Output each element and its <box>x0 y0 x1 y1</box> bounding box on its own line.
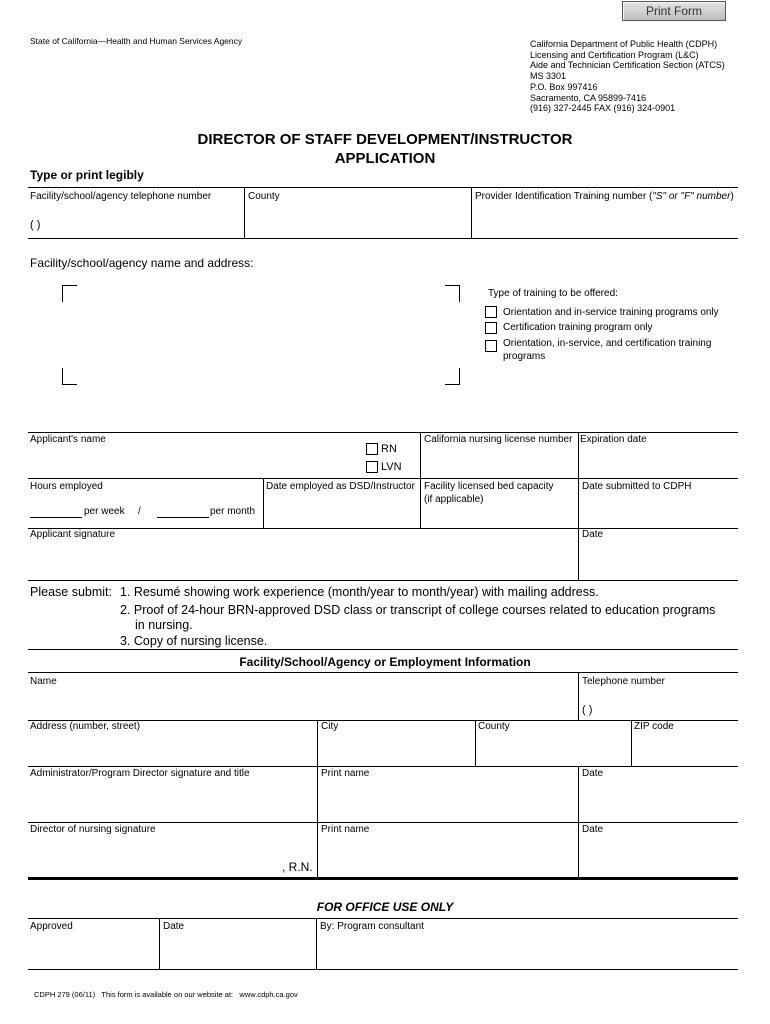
admin-print-name-label: Print name <box>321 768 370 779</box>
submit-item: in nursing. <box>135 618 193 632</box>
training-option-label: Certification training program only <box>503 322 653 333</box>
date-submitted-field[interactable] <box>580 494 736 526</box>
don-date-field[interactable] <box>580 838 736 874</box>
office-use-heading: FOR OFFICE USE ONLY <box>316 900 454 914</box>
training-option-label: Orientation and in-service training programs only <box>503 307 719 318</box>
license-number-field[interactable] <box>423 448 576 476</box>
zip-code-field[interactable] <box>634 735 736 764</box>
corner-mark <box>62 285 77 302</box>
applicant-name-field[interactable] <box>30 448 360 476</box>
slash-separator: / <box>138 506 141 517</box>
training-certification-checkbox[interactable] <box>485 322 497 334</box>
bed-capacity-label: Facility licensed bed capacity <box>424 481 554 492</box>
signature-date-field[interactable] <box>580 543 736 578</box>
divider <box>631 720 632 766</box>
employer-name-label: Name <box>30 676 57 687</box>
address-line: MS 3301 <box>530 71 567 82</box>
divider <box>28 822 738 823</box>
divider <box>316 918 317 969</box>
instructions: Type or print legibly <box>30 168 144 182</box>
training-orientation-checkbox[interactable] <box>485 306 497 318</box>
divider <box>28 877 738 880</box>
divider <box>28 649 738 650</box>
don-signature-label: Director of nursing signature <box>30 824 156 835</box>
training-option-label: programs <box>503 351 546 362</box>
divider <box>578 672 579 720</box>
address-line: Sacramento, CA 95899-7416 <box>530 92 647 103</box>
program-consultant-field[interactable] <box>320 935 736 967</box>
telephone-field[interactable]: ( ) <box>582 704 593 716</box>
divider <box>28 187 738 188</box>
mailing-address <box>530 39 725 114</box>
applicant-name-label: Applicant's name <box>30 434 106 445</box>
hours-per-month-field[interactable] <box>157 517 209 518</box>
divider <box>28 238 738 239</box>
divider <box>28 766 738 767</box>
admin-signature-field[interactable] <box>30 782 315 820</box>
divider <box>28 432 738 433</box>
program-consultant-label: By: Program consultant <box>320 921 424 932</box>
per-week-label: per week <box>84 506 125 517</box>
address-field[interactable] <box>30 735 315 764</box>
employer-name-field[interactable] <box>30 690 575 718</box>
divider <box>475 720 476 766</box>
facility-address-field[interactable] <box>62 284 460 386</box>
submit-item: 3. Copy of nursing license. <box>120 634 268 648</box>
office-date-field[interactable] <box>162 935 314 967</box>
don-print-name-label: Print name <box>321 824 370 835</box>
per-month-label: per month <box>210 506 256 517</box>
divider <box>28 918 738 919</box>
corner-mark <box>62 368 77 385</box>
address-label: Address (number, street) <box>30 721 141 732</box>
training-all-checkbox[interactable] <box>485 340 497 352</box>
don-print-name-field[interactable] <box>320 838 576 874</box>
admin-date-field[interactable] <box>580 782 736 820</box>
lvn-checkbox[interactable] <box>366 461 378 473</box>
city-label: City <box>321 721 339 732</box>
bed-capacity-note: (if applicable) <box>424 494 484 505</box>
telephone-label: Telephone number <box>582 676 665 687</box>
county-label: County <box>248 191 280 202</box>
divider <box>317 720 318 878</box>
employment-heading: Facility/School/Agency or Employment Information <box>239 655 531 669</box>
provider-id-field[interactable] <box>474 203 736 236</box>
don-date-label: Date <box>582 824 604 835</box>
phone-field[interactable]: ( ) <box>30 219 41 231</box>
corner-mark <box>445 368 460 385</box>
training-type-label: Type of training to be offered: <box>488 288 618 299</box>
employer-county-field[interactable] <box>478 735 629 764</box>
divider <box>578 432 579 580</box>
approved-label: Approved <box>30 921 73 932</box>
divider <box>28 969 738 970</box>
county-field[interactable] <box>247 201 469 236</box>
divider <box>28 672 738 673</box>
don-signature-field[interactable] <box>30 838 280 874</box>
admin-date-label: Date <box>582 768 604 779</box>
applicant-signature-label: Applicant signature <box>30 529 116 540</box>
address-line: (916) 327-2445 FAX (916) 324-0901 <box>530 103 676 114</box>
agency-name: State of California—Health and Human Services Agency <box>30 36 243 46</box>
address-line: Licensing and Certification Program (L&C) <box>530 49 699 60</box>
hours-per-week-field[interactable] <box>30 517 82 518</box>
phone-label: Facility/school/agency telephone number <box>30 191 212 202</box>
lvn-label: LVN <box>381 461 402 473</box>
date-employed-label: Date employed as DSD/Instructor <box>266 481 415 492</box>
submit-item: 1. Resumé showing work experience (month/year to month/year) with mailing address. <box>120 585 599 599</box>
submit-lead: Please submit: <box>30 585 112 599</box>
divider <box>28 478 738 479</box>
applicant-signature-field[interactable] <box>30 543 575 578</box>
zip-code-label: ZIP code <box>634 721 674 732</box>
expiration-date-field[interactable] <box>580 448 736 476</box>
hours-employed-label: Hours employed <box>30 481 103 492</box>
divider <box>471 187 472 238</box>
approved-field[interactable] <box>30 935 157 967</box>
date-employed-field[interactable] <box>266 494 418 526</box>
admin-signature-label: Administrator/Program Director signature and title <box>30 768 250 779</box>
bed-capacity-field[interactable] <box>423 506 576 526</box>
address-line: California Department of Public Health (CDPH) <box>530 39 718 49</box>
address-line: Aide and Technician Certification Section (ATCS) <box>530 60 725 71</box>
office-date-label: Date <box>163 921 185 932</box>
availability-text: This form is available on our website at: <box>101 990 234 999</box>
divider <box>28 580 738 581</box>
address-line: P.O. Box 997416 <box>530 81 598 92</box>
footer <box>34 990 298 999</box>
divider <box>263 478 264 528</box>
page-title: DIRECTOR OF STAFF DEVELOPMENT/INSTRUCTOR <box>197 131 573 148</box>
corner-mark <box>445 285 460 302</box>
divider <box>159 918 160 969</box>
signature-date-label: Date <box>582 529 604 540</box>
submit-item: 2. Proof of 24-hour BRN-approved DSD class or transcript of college courses related to education programs <box>120 603 716 617</box>
expiration-date-label: Expiration date <box>580 434 647 445</box>
form-id: CDPH 279 (06/11) <box>34 990 96 999</box>
employer-county-label: County <box>478 721 510 732</box>
date-submitted-label: Date submitted to CDPH <box>582 481 692 492</box>
website-link[interactable]: www.cdph.ca.gov <box>239 990 298 999</box>
provider-id-label: Provider Identification Training number ("S" or "F" number) <box>475 191 734 202</box>
facility-address-label: Facility/school/agency name and address: <box>30 256 254 270</box>
city-field[interactable] <box>320 735 473 764</box>
page-title-line2: APPLICATION <box>334 150 436 167</box>
divider <box>244 187 245 238</box>
license-number-label: California nursing license number <box>424 434 573 445</box>
divider <box>28 528 738 529</box>
rn-checkbox[interactable] <box>366 443 378 455</box>
divider <box>420 432 421 528</box>
rn-label: RN <box>381 443 397 455</box>
print-form-button[interactable]: Print Form <box>622 1 726 21</box>
training-option-label: Orientation, in-service, and certification training <box>503 338 712 349</box>
rn-suffix: , R.N. <box>282 860 313 874</box>
admin-print-name-field[interactable] <box>320 782 576 820</box>
